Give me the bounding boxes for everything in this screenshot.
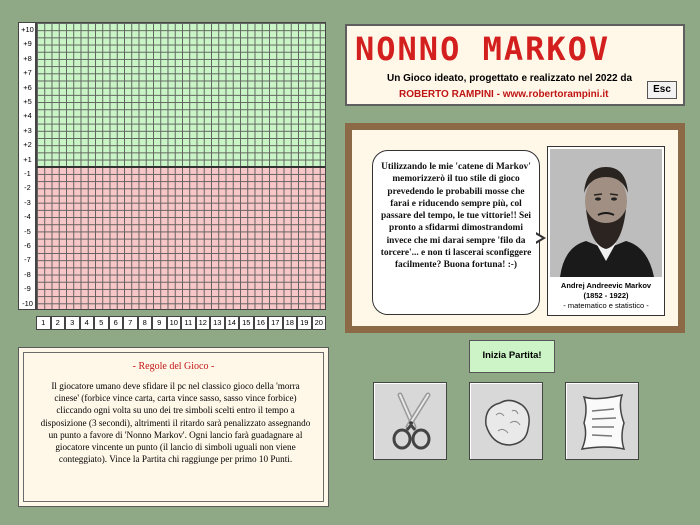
x-tick-label: 11: [181, 316, 196, 330]
start-game-button[interactable]: Inizia Partita!: [469, 340, 555, 373]
y-tick-label: +1: [23, 154, 32, 164]
title-panel: [345, 24, 685, 106]
y-tick-label: +7: [23, 68, 32, 78]
markov-portrait: [550, 149, 662, 277]
y-tick-label: +8: [23, 53, 32, 63]
scissors-icon: [374, 383, 448, 461]
x-tick-label: 18: [283, 316, 298, 330]
score-grid: [18, 22, 326, 330]
x-tick-label: 10: [167, 316, 182, 330]
y-tick-label: +10: [21, 25, 34, 34]
x-tick-label: 5: [94, 316, 109, 330]
author-credit[interactable]: ROBERTO RAMPINI - www.robertorampini.it: [399, 89, 609, 100]
x-tick-label: 12: [196, 316, 211, 330]
markov-frame: [345, 123, 685, 333]
zero-line: [37, 166, 325, 168]
x-tick-label: 8: [138, 316, 153, 330]
x-tick-label: 13: [210, 316, 225, 330]
x-tick-label: 19: [297, 316, 312, 330]
x-tick-label: 2: [51, 316, 66, 330]
x-tick-label: 17: [268, 316, 283, 330]
rock-choice-button[interactable]: [469, 382, 543, 460]
portrait-years: (1852 - 1922): [583, 291, 629, 300]
x-tick-label: 9: [152, 316, 167, 330]
game-title: NONNO MARKOV: [355, 30, 611, 68]
scissors-choice-button[interactable]: [373, 382, 447, 460]
portrait-name: Andrej Andreevic Markov: [560, 281, 652, 290]
y-tick-label: -10: [22, 298, 33, 308]
y-tick-label: +3: [23, 125, 32, 135]
score-board: [36, 22, 326, 310]
subtitle: Un Gioco ideato, progettato e realizzato nel 2022 da: [387, 73, 633, 84]
speech-bubble: Utilizzando le mie 'catene di Markov' memorizzerò il tuo stile di gioco prevedendo le probabili mosse che farai e riducendo sempre più, col passare del tempo, le tue vittorie!! Sei pronto a sfidarmi dimostrandomi invece che mi darai sempre 'filo da torcere'... e non ti lascerai sconfiggere facilmente? Buona fortuna! :-): [372, 150, 540, 315]
x-tick-label: 20: [312, 316, 327, 330]
y-tick-label: -9: [24, 284, 31, 294]
markov-panel: [352, 130, 678, 326]
y-tick-label: +6: [23, 82, 32, 92]
y-tick-label: -3: [24, 197, 31, 207]
rules-title: - Regole del Gioco -: [132, 361, 215, 372]
paper-choice-button[interactable]: [565, 382, 639, 460]
y-tick-label: +5: [23, 97, 32, 106]
y-tick-label: -2: [24, 183, 31, 193]
portrait-image: [550, 149, 662, 277]
y-tick-label: -4: [24, 212, 31, 222]
paper-icon: [566, 383, 640, 461]
x-tick-label: 6: [109, 316, 124, 330]
y-tick-label: +9: [23, 39, 32, 49]
y-tick-label: -7: [24, 255, 31, 265]
x-tick-label: 14: [225, 316, 240, 330]
x-tick-label: 15: [239, 316, 254, 330]
x-tick-label: 16: [254, 316, 269, 330]
portrait-card: [547, 146, 665, 316]
y-tick-label: -8: [24, 269, 31, 279]
portrait-role: - matematico e statistico -: [563, 301, 649, 310]
esc-button[interactable]: Esc: [647, 81, 677, 99]
rules-panel: [18, 347, 329, 507]
x-tick-label: 3: [65, 316, 80, 330]
y-axis: [18, 22, 36, 310]
rules-text: Il giocatore umano deve sfidare il pc nel classico gioco della 'morra cinese' (forbice vince carta, carta vince sasso, sasso vince forbice) cliccando ogni volta su uno dei tre simboli scelti entro il tempo a disposizione (3 secondi), altrimenti il ritardo sarà penalizzato assegnando un punto a favore di 'Nonno Markov'. Ogni lancio farà guadagnare al giocatore vincente un punto (il lancio di simboli uguali non viene conteggiato). Vince la Partita chi raggiunge per primo 10 Punti.: [40, 381, 311, 465]
x-axis: [36, 316, 326, 330]
y-tick-label: -6: [24, 241, 31, 250]
x-tick-label: 1: [36, 316, 51, 330]
y-tick-label: +2: [23, 140, 32, 150]
y-tick-label: +4: [23, 111, 32, 121]
x-tick-label: 4: [80, 316, 95, 330]
y-tick-label: -5: [24, 226, 31, 236]
rock-icon: [470, 383, 544, 461]
x-tick-label: 7: [123, 316, 138, 330]
y-tick-label: -1: [24, 169, 31, 178]
